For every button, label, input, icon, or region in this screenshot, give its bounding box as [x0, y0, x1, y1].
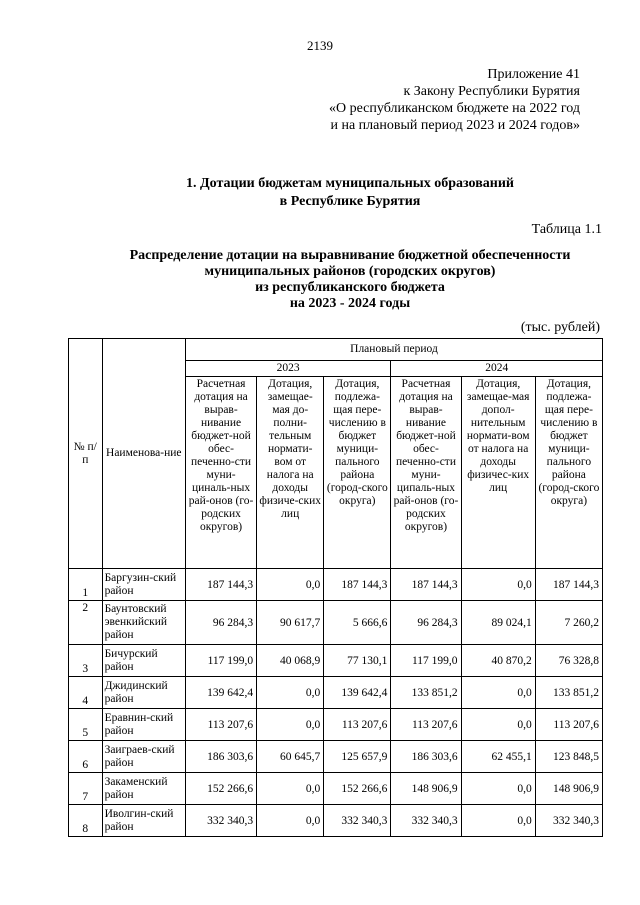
header-replaced-dotation-2024: Дотация, замещае-мая допол-нительным нормати-вом от налога на доходы физичес-ких лиц	[461, 377, 535, 569]
header-replaced-dotation-2023: Дотация, замещае-мая до-полни-тельным нормати-вом от налога на доходы физиче-ских лиц	[257, 377, 324, 569]
distribution-title-line: Распределение дотации на выравнивание бюджетной обеспеченности	[129, 248, 571, 263]
cell-value: 117 199,0	[185, 645, 256, 677]
cell-value: 148 906,9	[391, 773, 461, 805]
cell-value: 89 024,1	[461, 601, 535, 645]
cell-value: 0,0	[257, 805, 324, 837]
dotation-table	[68, 338, 603, 837]
appendix-line: Приложение 41	[487, 67, 580, 82]
cell-value: 123 848,5	[535, 741, 602, 773]
row-index: 6	[69, 741, 103, 773]
cell-value: 187 144,3	[324, 569, 391, 601]
cell-value: 0,0	[461, 569, 535, 601]
cell-value: 0,0	[461, 805, 535, 837]
cell-value: 117 199,0	[391, 645, 461, 677]
cell-value: 133 851,2	[391, 677, 461, 709]
cell-value: 187 144,3	[185, 569, 256, 601]
cell-value: 0,0	[257, 709, 324, 741]
row-name: Иволгин-ский район	[102, 805, 185, 837]
cell-value: 332 340,3	[535, 805, 602, 837]
distribution-title-line: на 2023 - 2024 годы	[289, 296, 411, 311]
cell-value: 0,0	[461, 677, 535, 709]
table-row	[69, 677, 603, 709]
cell-value: 186 303,6	[391, 741, 461, 773]
cell-value: 187 144,3	[391, 569, 461, 601]
table-row	[69, 709, 603, 741]
row-name: Баунтовский эвенкийский район	[102, 601, 185, 645]
row-name: Закаменский район	[102, 773, 185, 805]
row-index: 4	[69, 677, 103, 709]
cell-value: 152 266,6	[185, 773, 256, 805]
cell-value: 60 645,7	[257, 741, 324, 773]
table-row	[69, 741, 603, 773]
unit-label: (тыс. рублей)	[520, 320, 600, 335]
header-calc-dotation-2024: Расчетная дотация на вырав-нивание бюджет-ной обес-печенно-сти муни-ципаль-ных рай-онов (го-родских округов)	[391, 377, 461, 569]
table-number: Таблица 1.1	[531, 222, 602, 237]
table-row	[69, 773, 603, 805]
cell-value: 90 617,7	[257, 601, 324, 645]
appendix-line: и на плановый период 2023 и 2024 годов»	[330, 118, 580, 133]
cell-value: 113 207,6	[391, 709, 461, 741]
cell-value: 113 207,6	[185, 709, 256, 741]
row-index: 3	[69, 645, 103, 677]
cell-value: 332 340,3	[391, 805, 461, 837]
cell-value: 113 207,6	[535, 709, 602, 741]
table-row	[69, 601, 603, 645]
cell-value: 113 207,6	[324, 709, 391, 741]
table-row	[69, 569, 603, 601]
distribution-title-line: из республиканского бюджета	[255, 280, 445, 295]
cell-value: 40 068,9	[257, 645, 324, 677]
distribution-title-line: муниципальных районов (городских округов)	[204, 264, 496, 279]
cell-value: 133 851,2	[535, 677, 602, 709]
cell-value: 152 266,6	[324, 773, 391, 805]
header-transfer-dotation-2024: Дотация, подлежа-щая пере-числению в бюджет муници-пального района (город-ского округа)	[535, 377, 602, 569]
header-calc-dotation-2023: Расчетная дотация на вырав-нивание бюджет-ной обес-печенно-сти муни-циналь-ных рай-онов (го-родских округов)	[185, 377, 256, 569]
header-num: № п/п	[69, 339, 103, 569]
section-title-line: 1. Дотации бюджетам муниципальных образований	[186, 176, 514, 191]
cell-value: 187 144,3	[535, 569, 602, 601]
page-number: 2139	[307, 38, 333, 53]
distribution-title	[60, 248, 640, 312]
cell-value: 40 870,2	[461, 645, 535, 677]
table-row	[69, 645, 603, 677]
cell-value: 332 340,3	[324, 805, 391, 837]
appendix-header	[329, 66, 580, 134]
cell-value: 7 260,2	[535, 601, 602, 645]
row-index: 2	[69, 601, 103, 645]
cell-value: 0,0	[257, 569, 324, 601]
header-name: Наименова-ние	[102, 339, 185, 569]
cell-value: 139 642,4	[324, 677, 391, 709]
cell-value: 5 666,6	[324, 601, 391, 645]
cell-value: 0,0	[461, 773, 535, 805]
row-name: Бичурский район	[102, 645, 185, 677]
cell-value: 0,0	[461, 709, 535, 741]
row-index: 5	[69, 709, 103, 741]
row-index: 8	[69, 805, 103, 837]
cell-value: 139 642,4	[185, 677, 256, 709]
row-name: Баргузин-ский район	[102, 569, 185, 601]
header-year-2023: 2023	[185, 361, 390, 377]
cell-value: 77 130,1	[324, 645, 391, 677]
cell-value: 76 328,8	[535, 645, 602, 677]
header-planned-period: Плановый период	[185, 339, 602, 361]
row-name: Заиграев-ский район	[102, 741, 185, 773]
section-title-line: в Республике Бурятия	[279, 194, 421, 209]
cell-value: 96 284,3	[391, 601, 461, 645]
row-index: 7	[69, 773, 103, 805]
header-year-2024: 2024	[391, 361, 603, 377]
row-name: Джидинский район	[102, 677, 185, 709]
cell-value: 186 303,6	[185, 741, 256, 773]
section-title	[60, 175, 640, 211]
header-transfer-dotation-2023: Дотация, подлежа-щая пере-числению в бюджет муници-пального района (город-ского округа)	[324, 377, 391, 569]
cell-value: 332 340,3	[185, 805, 256, 837]
cell-value: 0,0	[257, 677, 324, 709]
appendix-line: «О республиканском бюджете на 2022 год	[329, 101, 580, 116]
cell-value: 148 906,9	[535, 773, 602, 805]
cell-value: 125 657,9	[324, 741, 391, 773]
cell-value: 62 455,1	[461, 741, 535, 773]
row-name: Еравнин-ский район	[102, 709, 185, 741]
cell-value: 0,0	[257, 773, 324, 805]
appendix-line: к Закону Республики Бурятия	[403, 84, 580, 99]
cell-value: 96 284,3	[185, 601, 256, 645]
table-row	[69, 805, 603, 837]
row-index: 1	[69, 569, 103, 601]
